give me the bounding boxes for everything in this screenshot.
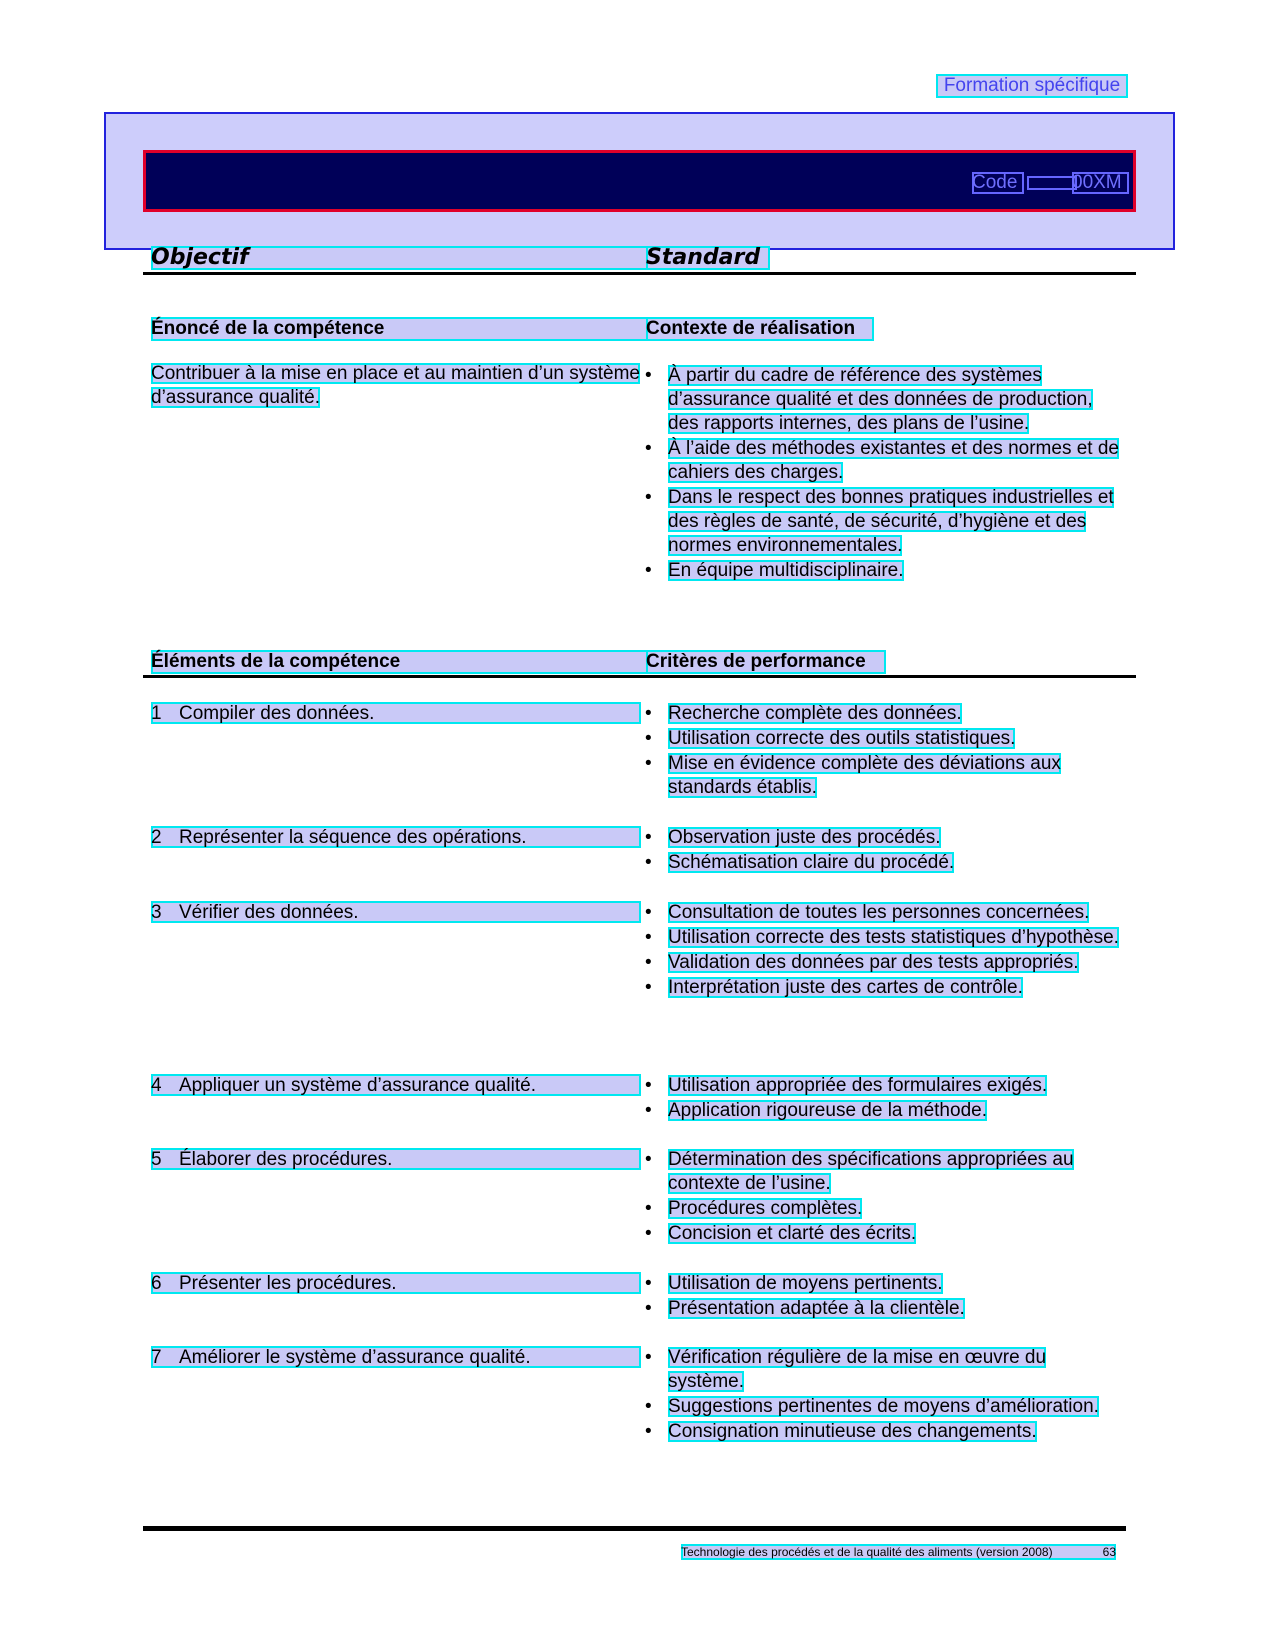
list-item: • Utilisation appropriée des formulaires exigés.	[643, 1074, 1123, 1098]
element-number: 3	[151, 902, 162, 923]
list-item: • Procédures complètes.	[643, 1197, 1123, 1221]
contexte-title: Contexte de réalisation	[646, 317, 874, 341]
element-row	[151, 1346, 641, 1368]
criteria-list	[643, 1272, 1123, 1322]
list-item: • Concision et clarté des écrits.	[643, 1222, 1123, 1246]
enonce-text: Contribuer à la mise en place et au maintien d’un système d’assurance qualité.	[151, 363, 640, 408]
list-item: • Vérification régulière de la mise en œuvre du système.	[643, 1346, 1123, 1394]
list-item: • Présentation adaptée à la clientèle.	[643, 1297, 1123, 1321]
column-heading-objectif: Objectif	[151, 246, 651, 270]
element-text: Vérifier des données.	[179, 902, 359, 923]
list-item: • Utilisation correcte des tests statistiques d’hypothèse.	[643, 926, 1123, 950]
column-heading-standard: Standard	[646, 246, 770, 270]
list-item: • Observation juste des procédés.	[643, 826, 1123, 850]
list-item: • Interprétation juste des cartes de contrôle.	[643, 976, 1123, 1000]
code-box	[1027, 176, 1077, 190]
list-item: • Recherche complète des données.	[643, 702, 1123, 726]
list-item: • À l’aide des méthodes existantes et des normes et de cahiers des charges.	[643, 437, 1123, 485]
element-text: Compiler des données.	[179, 703, 375, 724]
footer-divider	[143, 1526, 1126, 1531]
list-item: • Application rigoureuse de la méthode.	[643, 1099, 1123, 1123]
criteria-list	[643, 1074, 1123, 1124]
criteria-list	[643, 901, 1123, 1001]
list-item: • Mise en évidence complète des déviations aux standards établis.	[643, 752, 1123, 800]
code-label: Code	[972, 172, 1024, 194]
heading-divider	[143, 272, 1136, 275]
element-text: Représenter la séquence des opérations.	[179, 827, 527, 848]
list-item: • Validation des données par des tests appropriés.	[643, 951, 1123, 975]
list-item: • Consultation de toutes les personnes concernées.	[643, 901, 1123, 925]
code-field	[972, 172, 1129, 194]
element-row	[151, 1272, 641, 1294]
criteres-title: Critères de performance	[646, 650, 886, 674]
list-item: • Détermination des spécifications appropriées au contexte de l’usine.	[643, 1148, 1123, 1196]
list-item: • En équipe multidisciplinaire.	[643, 559, 1123, 583]
criteria-list	[643, 826, 1123, 876]
enonce-title: Énoncé de la compétence	[151, 317, 651, 341]
list-item: • Schématisation claire du procédé.	[643, 851, 1123, 875]
footer-text: Technologie des procédés et de la qualité des aliments (version 2008)	[681, 1545, 1053, 1559]
element-number: 1	[151, 703, 162, 724]
element-text: Élaborer des procédures.	[179, 1149, 393, 1170]
criteria-list	[643, 702, 1123, 801]
element-row	[151, 1148, 641, 1170]
list-item: • Consignation minutieuse des changements.	[643, 1420, 1123, 1444]
element-number: 6	[151, 1273, 162, 1294]
criteria-list	[643, 1346, 1123, 1445]
list-item: • À partir du cadre de référence des systèmes d’assurance qualité et des données de production, des rapports internes, des plans de l’usine.	[643, 364, 1123, 436]
code-value: 00XM	[1072, 172, 1129, 194]
page-number: 63	[1102, 1545, 1116, 1559]
element-row	[151, 901, 641, 923]
criteria-list	[643, 1148, 1123, 1247]
element-number: 4	[151, 1075, 162, 1096]
element-number: 5	[151, 1149, 162, 1170]
list-item: • Utilisation correcte des outils statistiques.	[643, 727, 1123, 751]
element-row	[151, 826, 641, 848]
contexte-list	[643, 364, 1123, 584]
element-number: 2	[151, 827, 162, 848]
list-item: • Suggestions pertinentes de moyens d’amélioration.	[643, 1395, 1123, 1419]
list-item: • Utilisation de moyens pertinents.	[643, 1272, 1123, 1296]
element-text: Appliquer un système d’assurance qualité.	[179, 1075, 536, 1096]
element-number: 7	[151, 1347, 162, 1368]
list-item: • Dans le respect des bonnes pratiques industrielles et des règles de santé, de sécurité, d’hygiène et des normes environnementales.	[643, 486, 1123, 558]
page-footer	[681, 1544, 1116, 1560]
element-row	[151, 702, 641, 724]
elements-title: Éléments de la compétence	[151, 650, 651, 674]
formation-label: Formation spécifique	[936, 74, 1128, 98]
elements-divider	[143, 675, 1136, 678]
element-text: Présenter les procédures.	[179, 1273, 397, 1294]
element-row	[151, 1074, 641, 1096]
element-text: Améliorer le système d’assurance qualité.	[179, 1347, 531, 1368]
